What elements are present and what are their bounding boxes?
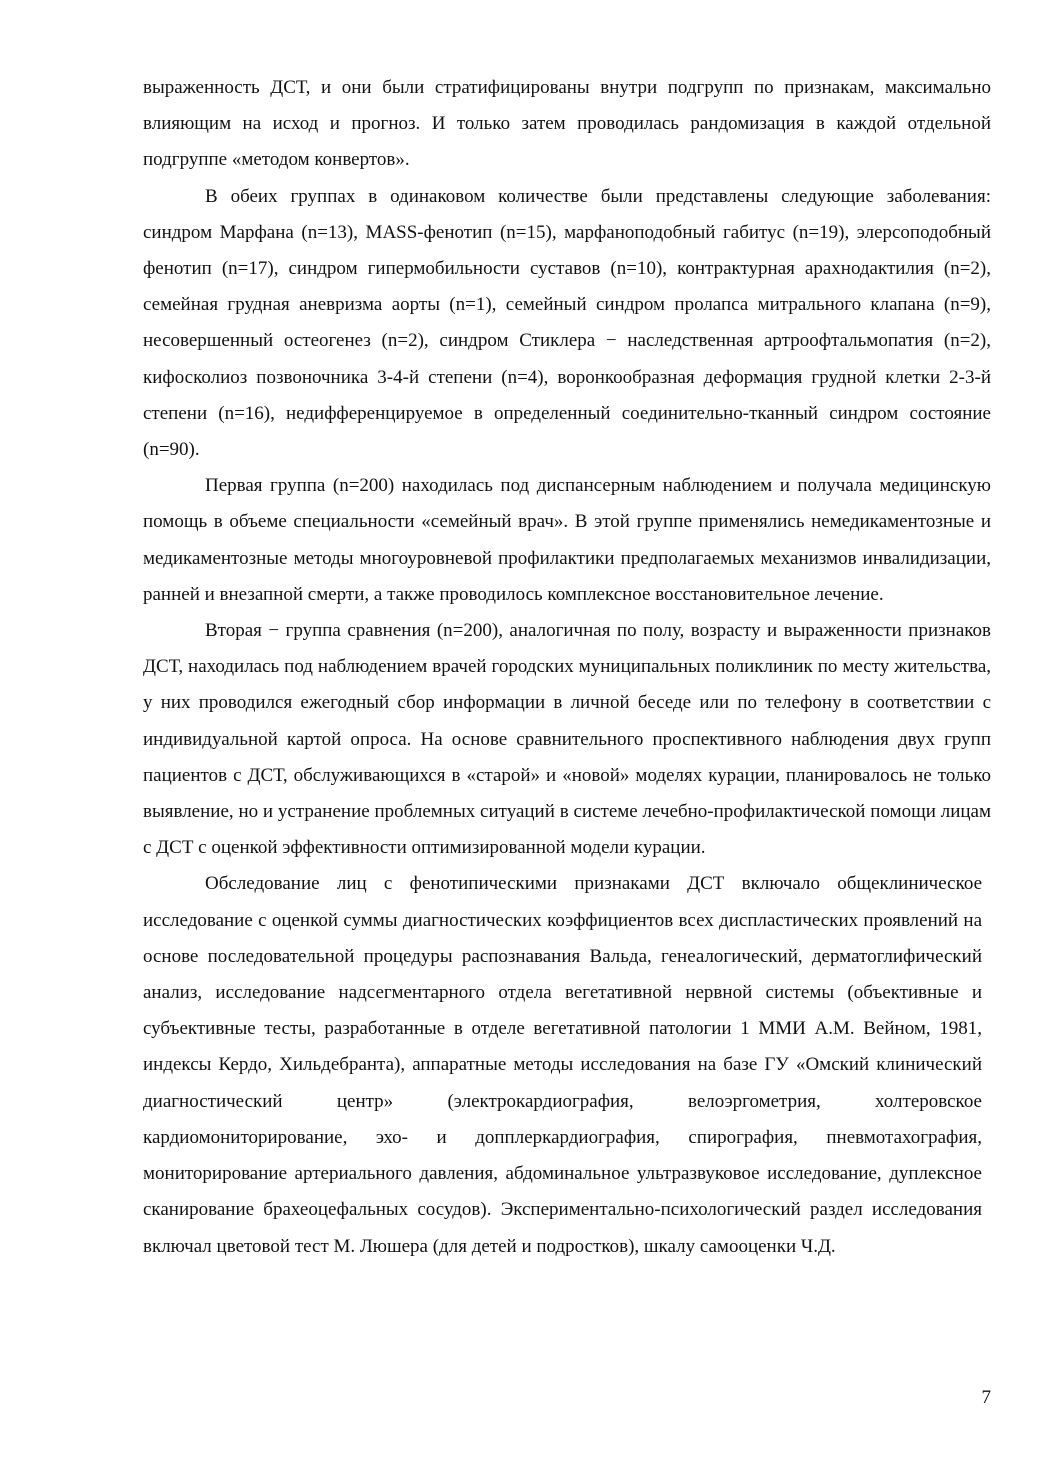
page-number: 7 — [981, 1387, 991, 1408]
paragraph-continuation: выраженность ДСТ, и они были стратифицированы внутри подгрупп по признакам, максимально влияющим на исход и прогноз. И только затем проводилась рандомизация в каждой отдельной подгруппе «методом конвертов». — [143, 77, 991, 171]
body-text — [143, 70, 991, 1265]
paragraph-second-group: Вторая − группа сравнения (n=200), аналогичная по полу, возрасту и выраженности признаков ДСТ, находилась под наблюдением врачей городских муниципальных поликлиник по месту жительства, у них проводился ежегодный сбор информации в личной беседе или по телефону в соответствии с индивидуальной картой опроса. На основе сравнительного проспективного наблюдения двух групп пациентов с ДСТ, обслуживающихся в «старой» и «новой» моделях курации, планировалось не только выявление, но и устранение проблемных ситуаций в системе лечебно-профилактической помощи лицам с ДСТ с оценкой эффективности оптимизированной модели курации. — [143, 620, 991, 859]
paragraph-examination: Обследование лиц с фенотипическими признаками ДСТ включало общеклиническое исследование с оценкой суммы диагностических коэффициентов всех диспластических проявлений на основе последовательной процедуры распознавания Вальда, генеалогический, дерматоглифический анализ, исследование надсегментарного отдела вегетативной нервной системы (объективные и субъективные тесты, разработанные в отделе вегетативной патологии 1 ММИ А.М. Вейном, 1981, индексы Кердо, Хильдебранта), аппаратные методы исследования на базе ГУ «Омский клинический диагностический центр» (электрокардиография, велоэргометрия, холтеровское кардиомониторирование, эхо- и допплеркардиография, спирография, пневмотахография, мониторирование артериального давления, абдоминальное ультразвуковое исследование, дуплексное сканирование брахеоцефальных сосудов). Экспериментально-психологический раздел исследования включал цветовой тест М. Люшера (для детей и подростков), шкалу самооценки Ч.Д. — [143, 873, 982, 1257]
paragraph-diseases: В обеих группах в одинаковом количестве были представлены следующие заболевания: синдром Марфана (n=13), MASS-фенотип (n=15), марфаноподобный габитус (n=19), элерсоподобный фенотип (n=17), синдром гипермобильности суставов (n=10), контрактурная арахнодактилия (n=2), семейная грудная аневризма аорты (n=1), семейный синдром пролапса митрального клапана (n=9), несовершенный остеогенез (n=2), синдром Стиклера − наследственная артроофтальмопатия (n=2), кифосколиоз позвоночника 3-4-й степени (n=4), воронкообразная деформация грудной клетки 2-3-й степени (n=16), недифференцируемое в определенный соединительно-тканный синдром состояние (n=90). — [143, 185, 991, 461]
paragraph-first-group: Первая группа (n=200) находилась под диспансерным наблюдением и получала медицинскую помощь в объеме специальности «семейный врач». В этой группе применялись немедикаментозные и медикаментозные методы многоуровневой профилактики предполагаемых механизмов инвалидизации, ранней и внезапной смерти, а также проводилось комплексное восстановительное лечение. — [143, 475, 991, 605]
